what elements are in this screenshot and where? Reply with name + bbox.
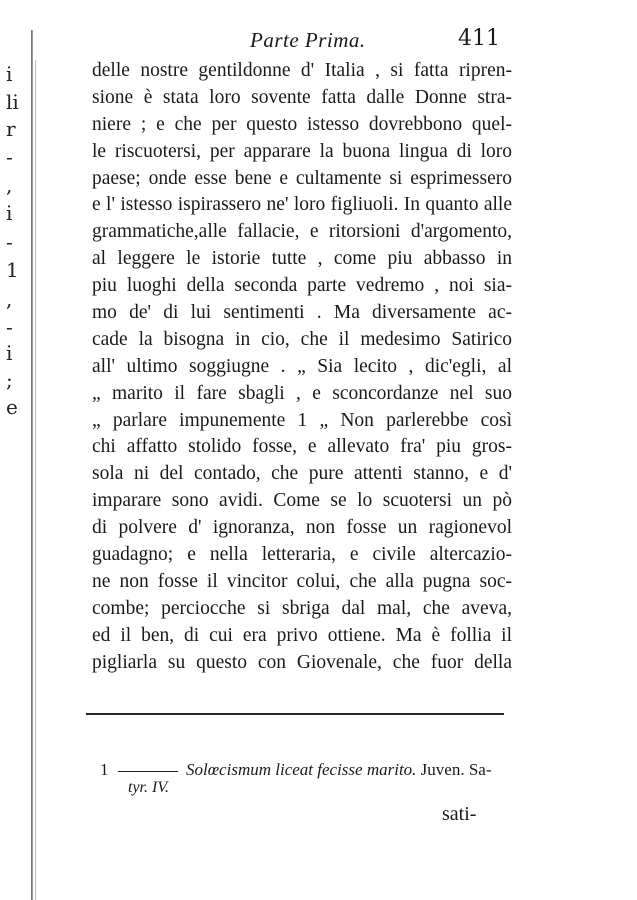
footnote-separator-rule (86, 713, 504, 715)
binding-fold-shadow (31, 30, 33, 900)
body-text (92, 58, 512, 676)
binding-fold-line (35, 60, 36, 900)
gutter-fragment: i (6, 201, 13, 225)
gutter-fragment: - (6, 315, 13, 339)
text-line: imparare sono avidi. Come se lo scuotersi un pò (92, 490, 512, 512)
text-line: sione è stata loro sovente fatta dalle Donne stra- (92, 86, 512, 108)
text-line: ne non fosse il vincitor colui, che alla pugna soc- (92, 570, 512, 592)
footnote-dash (118, 771, 178, 772)
catchword: sati- (442, 803, 477, 825)
footnote-source: Juven. Sa- (420, 760, 492, 779)
gutter-fragment: r (6, 117, 16, 141)
text-line: cade la bisogna in cio, che il medesimo Satirico (92, 328, 512, 350)
text-line: e l' istesso ispirassero ne' loro figliuoli. In quanto alle (92, 194, 512, 216)
text-line: „ parlare impunemente 1 „ Non parlerebbe così (92, 409, 512, 431)
gutter-fragment: li (6, 90, 19, 114)
gutter-fragment: , (6, 173, 13, 197)
gutter-fragment: i (6, 341, 13, 365)
text-line: all' ultimo soggiugne . „ Sia lecito , dic'egli, al (92, 355, 512, 377)
text-line: guadagno; e nella letteraria, e civile altercazio- (92, 544, 512, 566)
gutter-fragment: 1 (6, 258, 19, 282)
gutter-fragment: e (6, 395, 18, 419)
text-line: mo de' di lui sentimenti . Ma diversamente ac- (92, 302, 512, 324)
footnote-quote: Solœcismum liceat fecisse marito. (186, 760, 417, 779)
text-line: „ marito il fare sbagli , e sconcordanze nel suo (92, 382, 512, 404)
gutter-fragment: , (6, 287, 13, 311)
gutter-fragment: i (6, 62, 13, 86)
text-line: grammatiche,alle fallacie, e ritorsioni d'argomento, (92, 221, 512, 243)
text-line: sola ni del contado, che pure attenti stanno, e d' (92, 463, 512, 485)
text-line: niere ; e che per questo istesso dovrebbono quel- (92, 113, 512, 135)
gutter-fragment: ; (6, 368, 13, 392)
text-line: pigliarla su questo con Giovenale, che fuor della (92, 651, 512, 673)
text-line: delle nostre gentildonne d' Italia , si fatta ripren- (92, 60, 512, 81)
text-line: chi affatto stolido fosse, e allevato fra' piu gros- (92, 436, 512, 458)
text-line: combe; perciocche si sbriga dal mal, che aveva, (92, 597, 512, 619)
footnote (100, 760, 492, 780)
text-line: di polvere d' ignoranza, non fosse un ragionevol (92, 517, 512, 539)
footnote-source-continued: tyr. IV. (128, 779, 170, 796)
text-line: paese; onde esse bene e cultamente si esprimessero (92, 167, 512, 189)
running-title: Parte Prima. (250, 28, 366, 52)
gutter-fragment: - (6, 230, 13, 254)
page-number: 411 (458, 26, 500, 51)
gutter-fragment: - (6, 145, 13, 169)
text-line: piu luoghi della seconda parte vedremo , noi sia- (92, 275, 512, 297)
text-line: ed il ben, di cui era privo ottiene. Ma è follia il (92, 624, 512, 646)
text-line: al leggere le istorie tutte , come piu abbasso in (92, 248, 512, 270)
facing-page-gutter (0, 0, 22, 900)
text-line: le riscuotersi, per apparare la buona lingua di loro (92, 140, 512, 162)
footnote-mark: 1 (100, 760, 109, 779)
